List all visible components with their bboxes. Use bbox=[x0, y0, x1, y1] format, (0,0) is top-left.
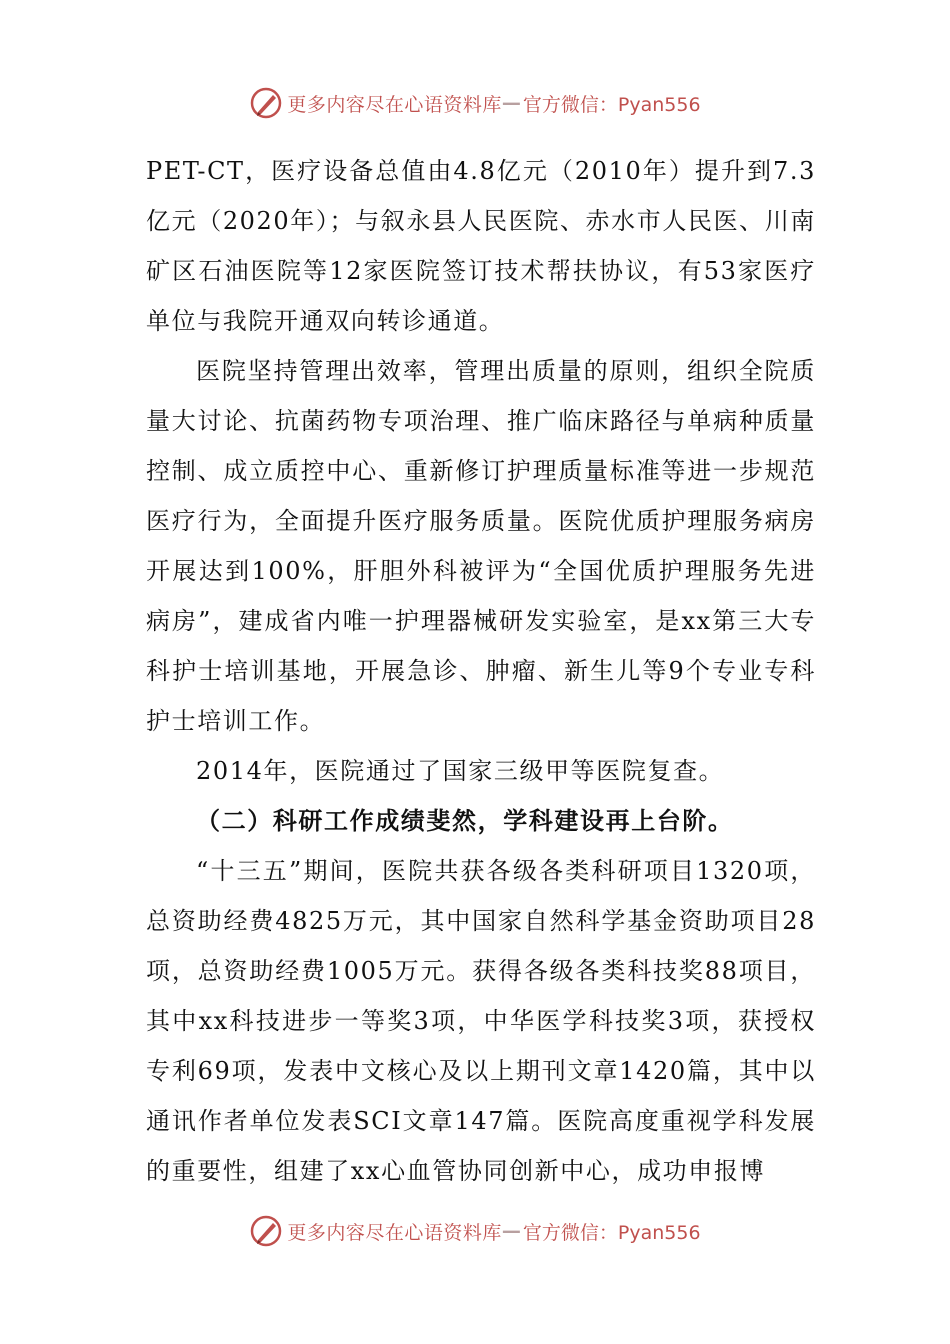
footer-watermark-banner bbox=[0, 1211, 950, 1251]
banner-wechat-text: 官方微信：Pyan556 bbox=[522, 93, 701, 116]
document-body bbox=[146, 146, 816, 1196]
banner-dash: — bbox=[501, 1220, 521, 1242]
banner-dash: — bbox=[501, 92, 521, 114]
paragraph-equipment: PET-CT，医疗设备总值由4.8亿元（2010年）提升到7.3亿元（2020年）；与叙永县人民医院、赤水市人民医、川南矿区石油医院等12家医院签订技术帮扶协议，有53家医疗单位与我院开通双向转诊通道。 bbox=[146, 157, 816, 335]
pen-logo-icon bbox=[249, 1214, 283, 1248]
header-watermark-banner bbox=[0, 83, 950, 123]
banner-wechat-text: 官方微信：Pyan556 bbox=[522, 1221, 701, 1244]
pen-logo-icon bbox=[249, 86, 283, 120]
paragraph-management: 医院坚持管理出效率，管理出质量的原则，组织全院质量大讨论、抗菌药物专项治理、推广临床路径与单病种质量控制、成立质控中心、重新修订护理质量标准等进一步规范医疗行为，全面提升医疗服务质量。医院优质护理服务病房开展达到100%，肝胆外科被评为“全国优质护理服务先进病房”，建成省内唯一护理器械研发实验室，是xx第三大专科护士培训基地，开展急诊、肿瘤、新生儿等9个专业专科护士培训工作。 bbox=[146, 357, 816, 735]
paragraph-research: “十三五”期间，医院共获各级各类科研项目1320项，总资助经费4825万元，其中国家自然科学基金资助项目28项，总资助经费1005万元。获得各级各类科技奖88项目，其中xx科技进步一等奖3项，中华医学科技奖3项，获授权专利69项，发表中文核心及以上期刊文章1420篇，其中以通讯作者单位发表SCI文章147篇。医院高度重视学科发展的重要性，组建了xx心血管协同创新中心，成功申报博 bbox=[146, 857, 816, 1185]
paragraph-review-2014: 2014年，医院通过了国家三级甲等医院复查。 bbox=[196, 757, 725, 785]
banner-main-text: 更多内容尽在心语资料库 bbox=[287, 1221, 502, 1244]
banner-main-text: 更多内容尽在心语资料库 bbox=[287, 93, 502, 116]
section-heading: （二）科研工作成绩斐然，学科建设再上台阶。 bbox=[196, 807, 734, 835]
